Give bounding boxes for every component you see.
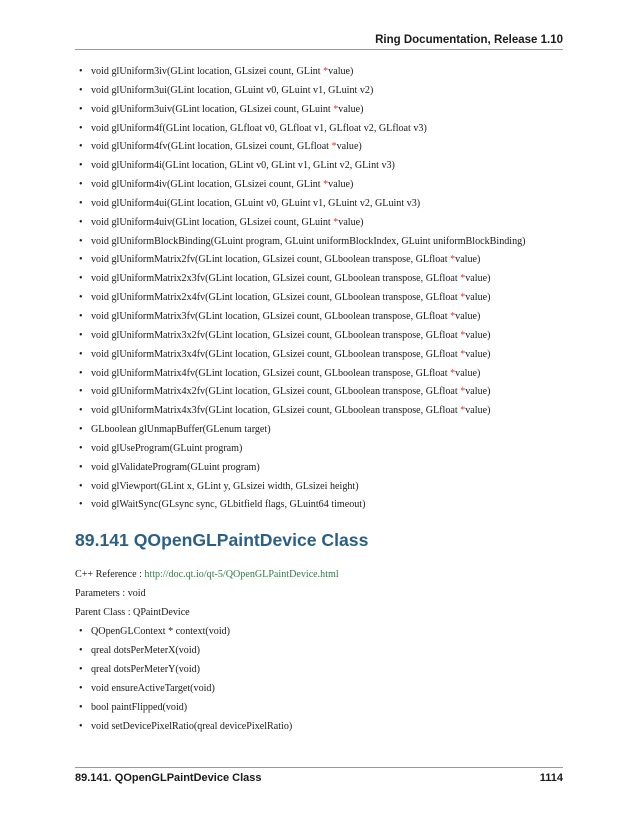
signature-tail: value) bbox=[455, 254, 481, 266]
signature-tail: value) bbox=[328, 179, 354, 191]
list-item bbox=[75, 104, 568, 116]
list-item bbox=[75, 123, 568, 135]
pointer-star: * bbox=[460, 348, 466, 360]
header-title: Ring Documentation, Release 1.10 bbox=[375, 34, 563, 46]
list-item bbox=[75, 386, 568, 398]
signature-tail: value) bbox=[328, 66, 354, 77]
signature-text: void glUniform4ui(GLint location, GLuint v0, GLuint v1, GLuint v2, GLuint v3) bbox=[91, 197, 421, 209]
list-item bbox=[75, 179, 568, 191]
cpp-reference-label: C++ Reference : bbox=[75, 569, 145, 581]
signature-text: void glUniform4f(GLint location, GLfloat v0, GLfloat v1, GLfloat v2, GLfloat v3) bbox=[91, 122, 427, 134]
method-item: • bool paintFlipped(void) bbox=[75, 702, 568, 714]
section-heading: 89.141 QOpenGLPaintDevice Class bbox=[75, 530, 369, 551]
cpp-reference-link[interactable]: http://doc.qt.io/qt-5/QOpenGLPaintDevice.html bbox=[144, 569, 339, 581]
signature-text: void glUniformMatrix3x2fv(GLint location, GLsizei count, GLboolean transpose, GLfloat bbox=[91, 329, 461, 341]
signature-text: void glUniformMatrix2x4fv(GLint location, GLsizei count, GLboolean transpose, GLfloat bbox=[91, 292, 461, 304]
pointer-star: * bbox=[450, 367, 456, 379]
signature-tail: value) bbox=[455, 367, 481, 379]
list-item bbox=[75, 273, 568, 285]
header-divider bbox=[75, 49, 563, 50]
list-item bbox=[75, 424, 568, 436]
list-item bbox=[75, 66, 568, 78]
list-item bbox=[75, 311, 568, 323]
list-item bbox=[75, 85, 568, 97]
function-list bbox=[75, 66, 568, 511]
signature-text: void glUniform3iv(GLint location, GLsizei count, GLint bbox=[91, 66, 324, 77]
signature-text: void glUniform4iv(GLint location, GLsizei count, GLint bbox=[91, 179, 324, 191]
signature-tail: value) bbox=[465, 273, 491, 285]
signature-text: void glUniform4fv(GLint location, GLsizei count, GLfloat bbox=[91, 141, 332, 153]
method-item: • qreal dotsPerMeterY(void) bbox=[75, 664, 568, 676]
signature-text: void glUniform4i(GLint location, GLint v0, GLint v1, GLint v2, GLint v3) bbox=[91, 160, 395, 172]
signature-text: void glUseProgram(GLuint program) bbox=[91, 442, 243, 454]
method-item: • void setDevicePixelRatio(qreal devicePixelRatio) bbox=[75, 721, 568, 733]
signature-text: void glUniformMatrix4x2fv(GLint location, GLsizei count, GLboolean transpose, GLfloat bbox=[91, 386, 461, 398]
method-item: • qreal dotsPerMeterX(void) bbox=[75, 645, 568, 657]
parent-class-text: Parent Class : QPaintDevice bbox=[75, 607, 190, 619]
pointer-star: * bbox=[333, 103, 339, 115]
page-content bbox=[75, 66, 568, 739]
list-item bbox=[75, 236, 568, 248]
pointer-star: * bbox=[323, 66, 329, 77]
signature-tail: value) bbox=[465, 329, 491, 341]
signature-text: void glUniformMatrix4fv(GLint location, GLsizei count, GLboolean transpose, GLfloat bbox=[91, 367, 451, 379]
method-item: • QOpenGLContext * context(void) bbox=[75, 626, 568, 638]
signature-text: void glWaitSync(GLsync sync, GLbitfield flags, GLuint64 timeout) bbox=[91, 499, 366, 511]
page-number: 1114 bbox=[539, 772, 563, 784]
signature-tail: value) bbox=[465, 405, 491, 417]
signature-tail: value) bbox=[338, 103, 364, 115]
pointer-star: * bbox=[460, 329, 466, 341]
list-item bbox=[75, 462, 568, 474]
list-item bbox=[75, 368, 568, 380]
pointer-star: * bbox=[323, 179, 329, 191]
pointer-star: * bbox=[333, 216, 339, 228]
cpp-reference bbox=[75, 569, 568, 581]
signature-text: void glUniformMatrix2x3fv(GLint location, GLsizei count, GLboolean transpose, GLfloat bbox=[91, 273, 461, 285]
pointer-star: * bbox=[460, 386, 466, 398]
list-item bbox=[75, 198, 568, 210]
signature-text: void glUniformMatrix4x3fv(GLint location, GLsizei count, GLboolean transpose, GLfloat bbox=[91, 405, 461, 417]
pointer-star: * bbox=[460, 292, 466, 304]
method-item: • void ensureActiveTarget(void) bbox=[75, 683, 568, 695]
list-item bbox=[75, 405, 568, 417]
list-item bbox=[75, 499, 568, 511]
list-item bbox=[75, 443, 568, 455]
pointer-star: * bbox=[460, 405, 466, 417]
signature-text: void glUniform3ui(GLint location, GLuint v0, GLuint v1, GLuint v2) bbox=[91, 84, 374, 96]
list-item bbox=[75, 349, 568, 361]
signature-tail: value) bbox=[455, 310, 481, 322]
page-footer bbox=[75, 772, 563, 784]
list-item bbox=[75, 141, 568, 153]
pointer-star: * bbox=[331, 141, 337, 153]
parameters-text: Parameters : void bbox=[75, 588, 146, 600]
list-item bbox=[75, 292, 568, 304]
page-header bbox=[75, 34, 563, 54]
footer-divider bbox=[75, 767, 563, 768]
signature-text: void glUniformMatrix3x4fv(GLint location, GLsizei count, GLboolean transpose, GLfloat bbox=[91, 348, 461, 360]
signature-tail: value) bbox=[338, 216, 364, 228]
list-item bbox=[75, 217, 568, 229]
signature-tail: value) bbox=[465, 292, 491, 304]
list-item bbox=[75, 481, 568, 493]
pointer-star: * bbox=[460, 273, 466, 285]
signature-tail: value) bbox=[465, 348, 491, 360]
signature-text: void glViewport(GLint x, GLint y, GLsizei width, GLsizei height) bbox=[91, 480, 359, 492]
signature-tail: value) bbox=[336, 141, 362, 153]
signature-text: void glUniform3uiv(GLint location, GLsizei count, GLuint bbox=[91, 103, 334, 115]
pointer-star: * bbox=[450, 254, 456, 266]
signature-text: void glUniform4uiv(GLint location, GLsizei count, GLuint bbox=[91, 216, 334, 228]
signature-text: void glValidateProgram(GLuint program) bbox=[91, 461, 260, 473]
signature-text: void glUniformMatrix3fv(GLint location, GLsizei count, GLboolean transpose, GLfloat bbox=[91, 310, 451, 322]
signature-tail: value) bbox=[465, 386, 491, 398]
method-list bbox=[75, 626, 568, 732]
signature-text: GLboolean glUnmapBuffer(GLenum target) bbox=[91, 424, 271, 436]
pointer-star: * bbox=[450, 310, 456, 322]
list-item bbox=[75, 160, 568, 172]
footer-section-label: 89.141. QOpenGLPaintDevice Class bbox=[75, 772, 262, 784]
list-item bbox=[75, 330, 568, 342]
list-item bbox=[75, 254, 568, 266]
signature-text: void glUniformMatrix2fv(GLint location, GLsizei count, GLboolean transpose, GLfloat bbox=[91, 254, 451, 266]
signature-text: void glUniformBlockBinding(GLuint program, GLuint uniformBlockIndex, GLuint uniformBlockBinding) bbox=[91, 235, 526, 247]
